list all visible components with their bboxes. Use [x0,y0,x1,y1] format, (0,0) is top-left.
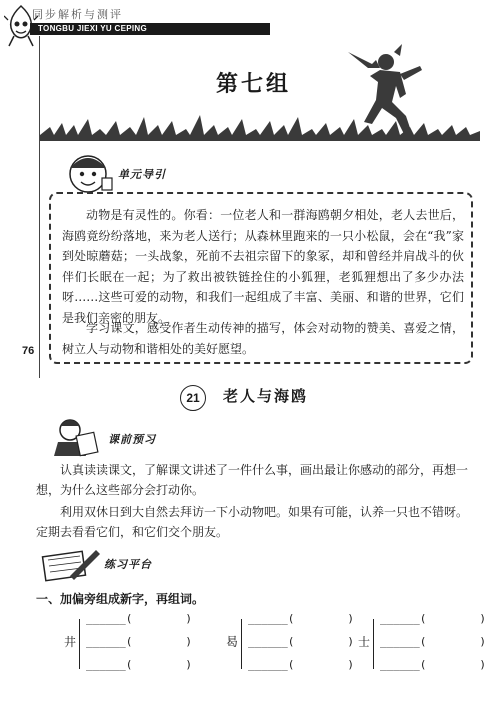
book-series-pinyin-bar: TONGBU JIEXI YU CEPING [30,23,270,35]
group-title: 第七组 [216,71,292,97]
book-series-title: 同步解析与测评 [32,8,123,21]
preview-paragraph: 利用双休日到大自然去拜访一下小动物吧。如果有可能，认养一只也不错呀。定期去看看它们，和它们交个朋友。 [36,505,469,539]
answer-blank[interactable]: ______( ) [380,635,486,648]
answer-blank[interactable]: ______( ) [86,635,192,648]
unit-guide-paragraph: 动物是有灵性的。你看：一位老人和一群海鸥朝夕相处，老人去世后，海鸥竟纷纷落地，来为老人送行；从森林里跑来的一只小松鼠，会在“我”家到处晾蘑菇；一头战象，死前不去祖宗留下的象冢，却和曾经并肩战斗的伙伴们长眠在一起；为了救出被铁链拴住的小狐狸，老狐狸想出了多少办法呀……这些可爱的动物，和我们一起组成了丰富、美丽、和谐的世界，它们是我们亲密的朋友。 [62,208,464,325]
root-character: 曷 [226,635,239,649]
practice-label: 练习平台 [104,558,152,571]
root-character: 井 [64,635,77,649]
trumpet-figure-silhouette [342,42,426,142]
exercise-prompt: 一、加偏旁组成新字，再组词。 [36,592,205,606]
margin-rule [39,36,40,378]
answer-blank[interactable]: ______( ) [86,612,192,625]
unit-guide-label: 单元导引 [118,168,166,181]
lesson-title: 老人与海鸥 [223,387,309,405]
answer-blank[interactable]: ______( ) [248,658,354,671]
notebook-pencil-icon [40,546,100,586]
unit-guide-paragraph: 学习课文，感受作者生动传神的描写，体会对动物的赞美、喜爱之情，树立人与动物和谐相处的美好愿望。 [62,321,464,356]
answer-blank[interactable]: ______( ) [86,658,192,671]
preview-label: 课前预习 [108,433,156,446]
preview-paragraph: 认真读读课文，了解课文讲述了一件什么事，画出最让你感动的部分，再想一想，为什么这些部分会打动你。 [36,463,469,497]
answer-blank[interactable]: ______( ) [380,658,486,671]
answer-blank[interactable]: ______( ) [248,635,354,648]
root-character: 士 [358,635,371,649]
page-number: 76 [22,345,35,357]
lesson-number-badge: 21 [180,385,206,411]
student-reading-icon [48,416,104,462]
answer-blank[interactable]: ______( ) [380,612,486,625]
answer-blank[interactable]: ______( ) [248,612,354,625]
